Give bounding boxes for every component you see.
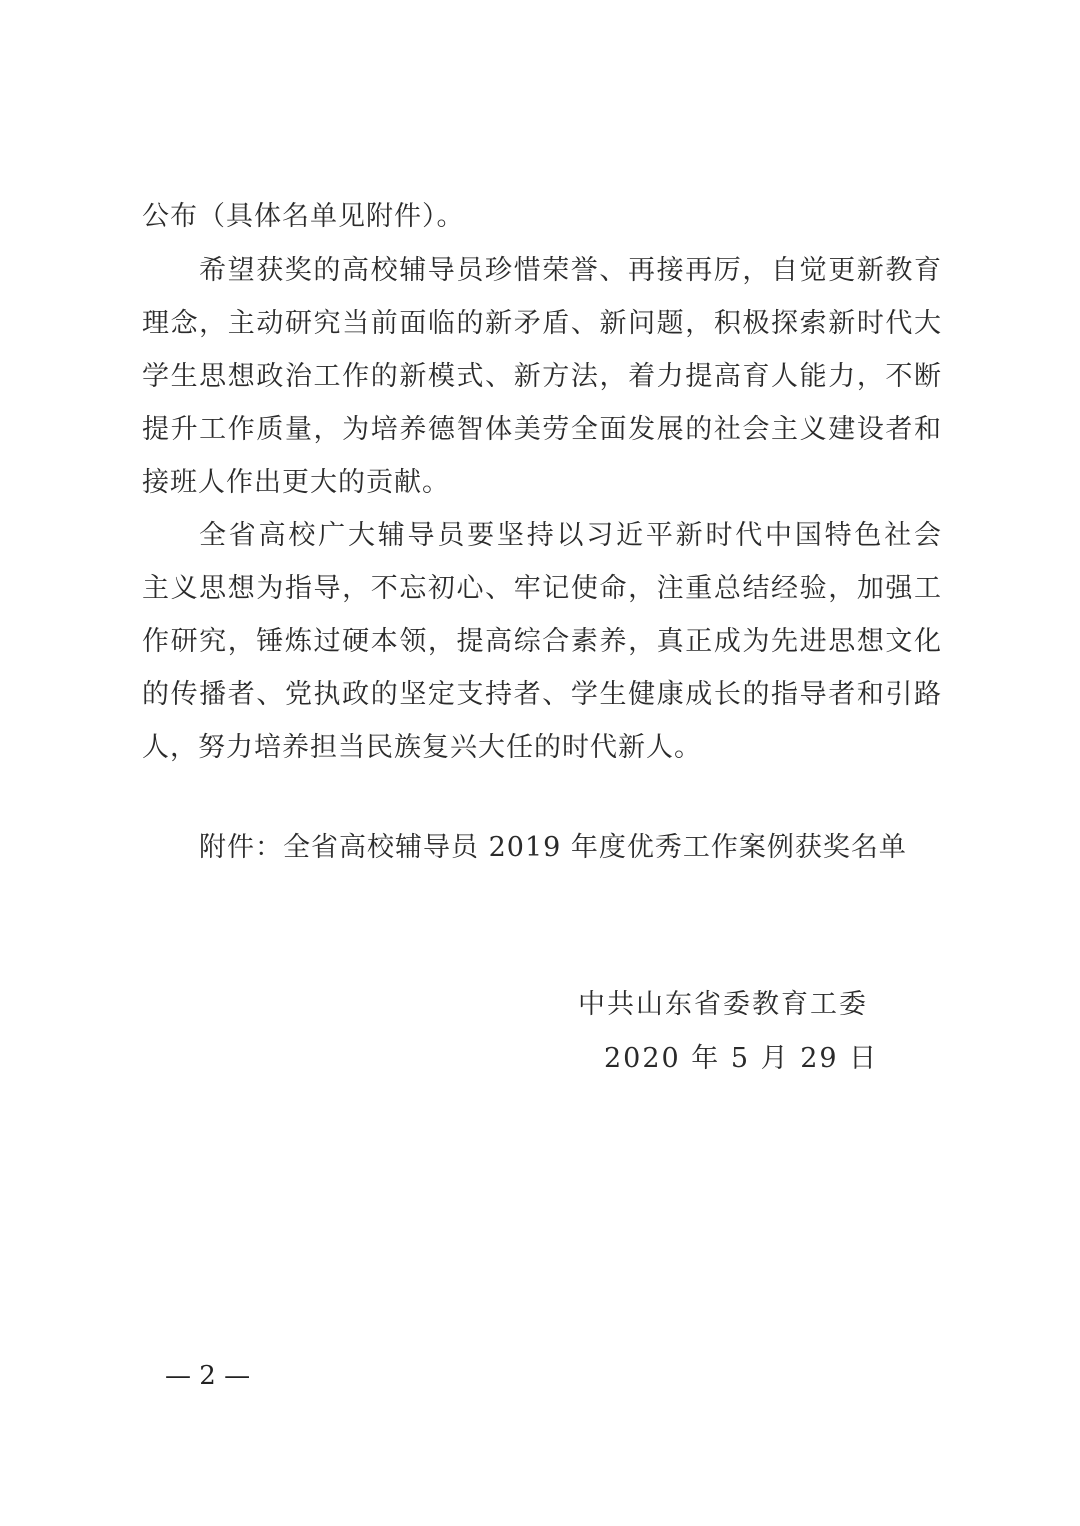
paragraph-line: 希望获奖的高校辅导员珍惜荣誉、再接再厉，自觉更新教育 — [199, 255, 942, 286]
issuing-organization: 中共山东省委教育工委 — [578, 989, 868, 1020]
paragraph-line: 的传播者、党执政的坚定支持者、学生健康成长的指导者和引路 — [142, 679, 942, 710]
paragraph-line: 学生思想政治工作的新模式、新方法，着力提高育人能力，不断 — [142, 361, 942, 392]
paragraph-line: 公布（具体名单见附件）。 — [142, 201, 465, 232]
attachment-line: 附件：全省高校辅导员 2019 年度优秀工作案例获奖名单 — [199, 832, 907, 863]
page-number: — 2 — — [165, 1361, 251, 1391]
paragraph-line: 作研究，锤炼过硬本领，提高综合素养，真正成为先进思想文化 — [142, 626, 942, 657]
paragraph-line: 理念，主动研究当前面临的新矛盾、新问题，积极探索新时代大 — [142, 308, 942, 339]
issue-date: 2020 年 5 月 29 日 — [604, 1043, 879, 1074]
paragraph-line: 人，努力培养担当民族复兴大任的时代新人。 — [142, 732, 702, 763]
paragraph-line: 提升工作质量，为培养德智体美劳全面发展的社会主义建设者和 — [142, 414, 942, 445]
paragraph-line: 接班人作出更大的贡献。 — [142, 467, 450, 498]
paragraph-line: 主义思想为指导，不忘初心、牢记使命，注重总结经验，加强工 — [142, 573, 942, 604]
paragraph-line: 全省高校广大辅导员要坚持以习近平新时代中国特色社会 — [199, 520, 942, 551]
